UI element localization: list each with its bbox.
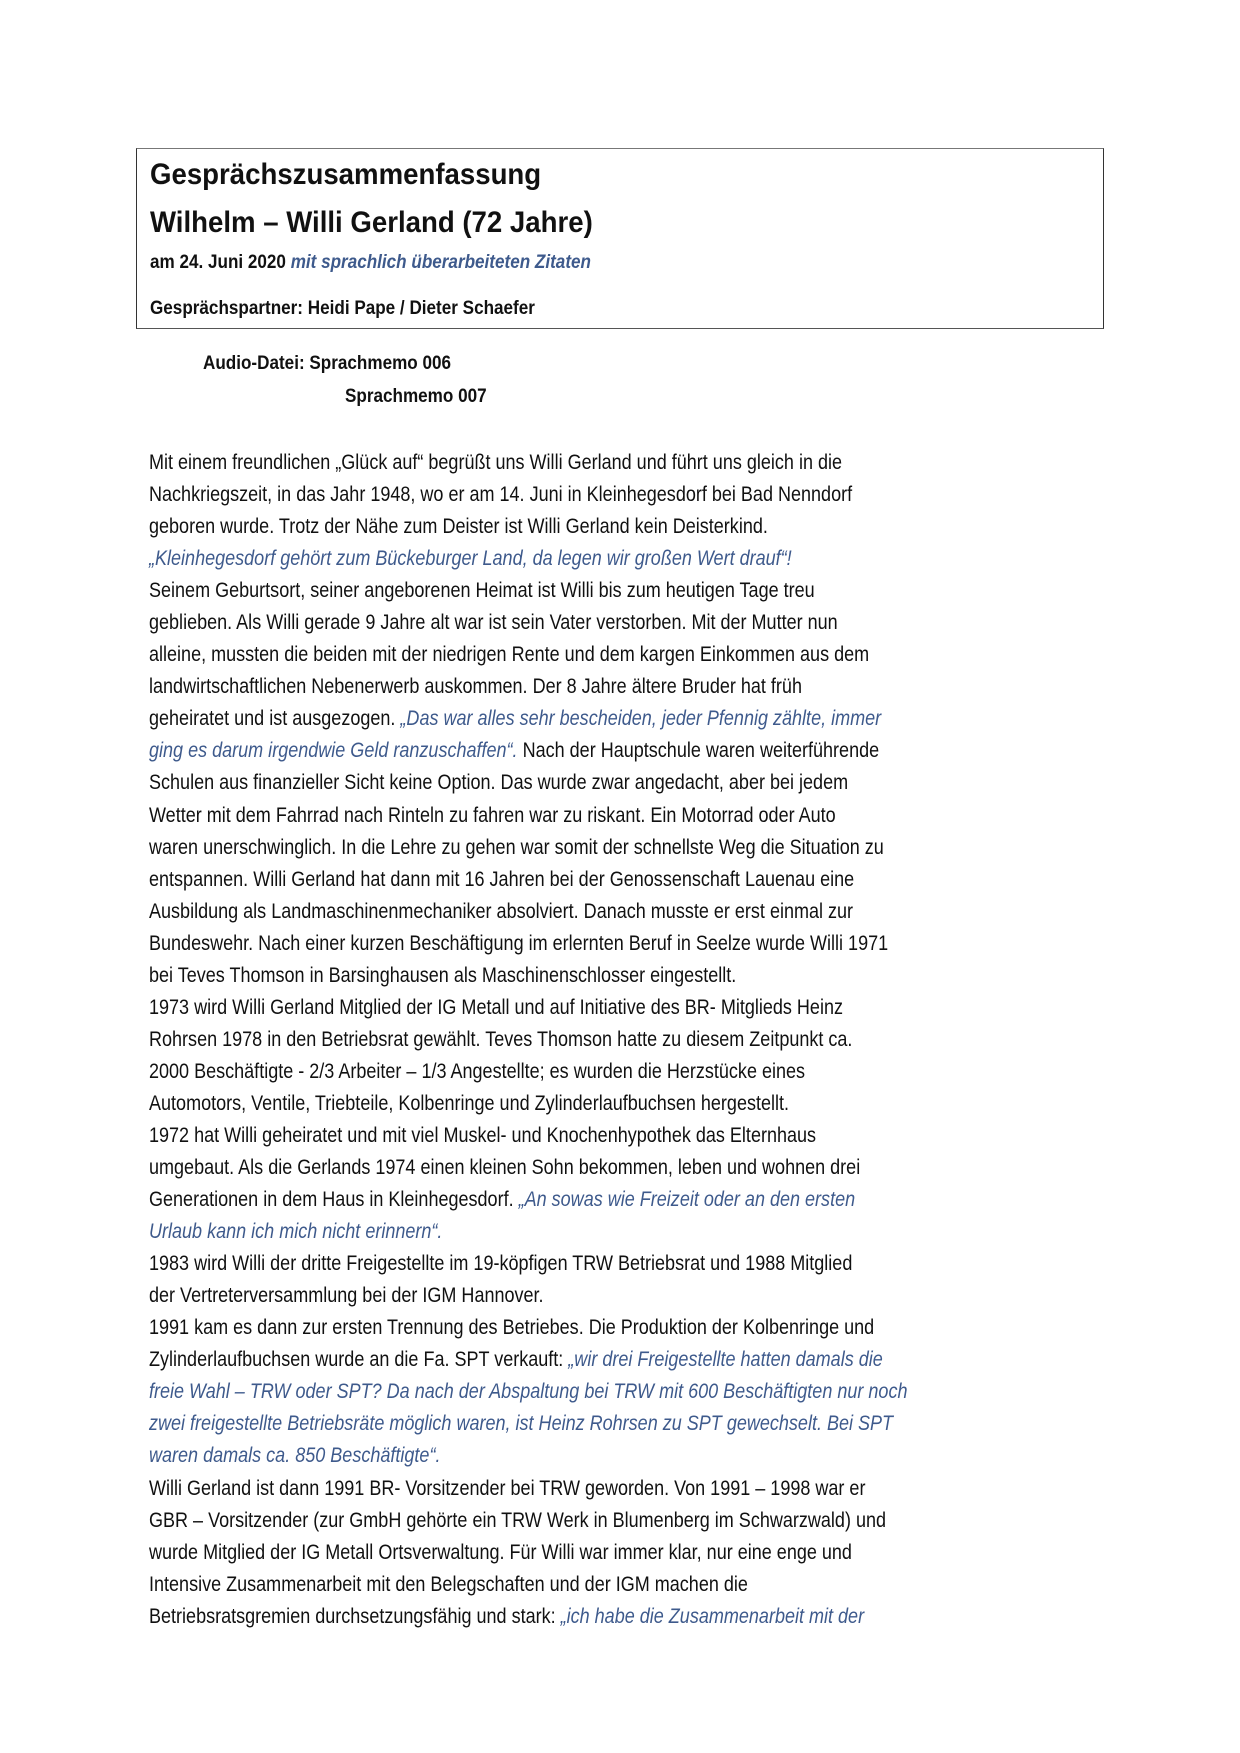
interviewee-title: Wilhelm – Willi Gerland (72 Jahre): [150, 206, 593, 239]
text-line: [149, 511, 1093, 543]
text-line: [149, 639, 1093, 671]
quote-text: „Kleinhegesdorf gehört zum Bückeburger Land, da legen wir großen Wert drauf“!: [149, 547, 792, 571]
date-note: mit sprachlich überarbeiteten Zitaten: [290, 252, 591, 273]
body-text-segment: Wetter mit dem Fahrrad nach Rinteln zu fahren war zu riskant. Ein Motorrad oder Auto: [149, 803, 836, 827]
body-text-segment: 1973 wird Willi Gerland Mitglied der IG Metall und auf Initiative des BR- Mitglieds Heinz: [149, 995, 843, 1019]
quote-text: zwei freigestellte Betriebsräte möglich waren, ist Heinz Rohrsen zu SPT gewechselt. Bei SPT: [149, 1412, 894, 1436]
text-line: [149, 1537, 1093, 1569]
text-line: [149, 992, 1093, 1024]
text-line: [149, 1344, 1093, 1376]
text-line: [149, 1088, 1093, 1120]
text-line: [149, 1216, 1093, 1248]
body-text-segment: Nach der Hauptschule waren weiterführende: [517, 739, 880, 763]
audio-file-second: Sprachmemo 007: [345, 386, 487, 407]
quote-text: „wir drei Freigestellte hatten damals die: [568, 1348, 883, 1372]
text-line: [149, 1280, 1093, 1312]
body-text-segment: Generationen in dem Haus in Kleinhegesdorf.: [149, 1188, 519, 1212]
text-line: [149, 735, 1093, 767]
body-text-segment: Zylinderlaufbuchsen wurde an die Fa. SPT verkauft:: [149, 1348, 569, 1372]
text-line: [149, 575, 1093, 607]
body-text-segment: Ausbildung als Landmaschinenmechaniker absolviert. Danach musste er erst einmal zur: [149, 899, 854, 923]
text-line: [149, 543, 1093, 575]
text-line: [149, 1056, 1093, 1088]
text-line: [149, 1473, 1093, 1505]
text-line: [149, 1505, 1093, 1537]
audio-file-label: Audio-Datei: Sprachmemo 006: [203, 353, 452, 374]
text-line: [149, 1569, 1093, 1601]
interview-date: am 24. Juni 2020: [150, 252, 286, 273]
body-text-segment: Betriebsratsgremien durchsetzungsfähig und stark:: [149, 1604, 561, 1628]
body-text-segment: Schulen aus finanzieller Sicht keine Option. Das wurde zwar angedacht, aber bei jedem: [149, 771, 849, 795]
body-text-segment: der Vertreterversammlung bei der IGM Hannover.: [149, 1284, 544, 1308]
body-text-segment: waren unerschwinglich. In die Lehre zu gehen war somit der schnellste Weg die Situation zu: [149, 835, 884, 859]
body-text-segment: 2000 Beschäftigte - 2/3 Arbeiter – 1/3 Angestellte; es wurden die Herzstücke eines: [149, 1059, 806, 1083]
body-text-segment: Rohrsen 1978 in den Betriebsrat gewählt. Teves Thomson hatte zu diesem Zeitpunkt ca.: [149, 1027, 853, 1051]
text-line: [149, 832, 1093, 864]
text-line: [149, 896, 1093, 928]
quote-text: „Das war alles sehr bescheiden, jeder Pfennig zählte, immer: [400, 707, 882, 731]
interview-date-line: [150, 252, 591, 274]
body-text-segment: landwirtschaftlichen Nebenerwerb auskommen. Der 8 Jahre ältere Bruder hat früh: [149, 675, 802, 699]
body-text-segment: Willi Gerland ist dann 1991 BR- Vorsitzender bei TRW geworden. Von 1991 – 1998 war er: [149, 1476, 866, 1500]
body-text-segment: bei Teves Thomson in Barsinghausen als Maschinenschlosser eingestellt.: [149, 963, 737, 987]
body-text-segment: Seinem Geburtsort, seiner angeborenen Heimat ist Willi bis zum heutigen Tage treu: [149, 579, 815, 603]
body-text-segment: alleine, mussten die beiden mit der niedrigen Rente und dem kargen Einkommen aus dem: [149, 643, 870, 667]
body-text-segment: Bundeswehr. Nach einer kurzen Beschäftigung im erlernten Beruf in Seelze wurde Willi 1971: [149, 931, 889, 955]
summary-body: [149, 447, 1240, 1633]
body-text-segment: Nachkriegszeit, in das Jahr 1948, wo er am 14. Juni in Kleinhegesdorf bei Bad Nenndorf: [149, 483, 853, 507]
text-line: [149, 800, 1093, 832]
text-line: [149, 479, 1093, 511]
quote-text: waren damals ca. 850 Beschäftigte“.: [149, 1444, 441, 1468]
text-line: [149, 864, 1093, 896]
quote-text: Urlaub kann ich mich nicht erinnern“.: [149, 1220, 443, 1244]
text-line: [149, 1152, 1093, 1184]
text-line: [149, 960, 1093, 992]
body-text-segment: geheiratet und ist ausgezogen.: [149, 707, 401, 731]
body-text-segment: geblieben. Als Willi gerade 9 Jahre alt war ist sein Vater verstorben. Mit der Mutter nun: [149, 611, 838, 635]
text-line: [149, 703, 1093, 735]
body-text-segment: entspannen. Willi Gerland hat dann mit 16 Jahren bei der Genossenschaft Lauenau eine: [149, 867, 855, 891]
quote-text: freie Wahl – TRW oder SPT? Da nach der Abspaltung bei TRW mit 600 Beschäftigten nur noch: [149, 1380, 908, 1404]
body-text-segment: 1983 wird Willi der dritte Freigestellte im 19-köpfigen TRW Betriebsrat und 1988 Mitglied: [149, 1252, 853, 1276]
text-line: [149, 1184, 1093, 1216]
text-line: [149, 1248, 1093, 1280]
body-text-segment: 1991 kam es dann zur ersten Trennung des Betriebes. Die Produktion der Kolbenringe und: [149, 1316, 875, 1340]
text-line: [149, 1024, 1093, 1056]
body-text-segment: GBR – Vorsitzender (zur GmbH gehörte ein TRW Werk in Blumenberg im Schwarzwald) und: [149, 1508, 887, 1532]
text-line: [149, 928, 1093, 960]
text-line: [149, 1312, 1093, 1344]
text-line: [149, 1376, 1093, 1408]
text-line: [149, 1440, 1093, 1472]
text-line: [149, 607, 1093, 639]
body-text-segment: geboren wurde. Trotz der Nähe zum Deister ist Willi Gerland kein Deisterkind.: [149, 515, 768, 539]
text-line: [149, 1601, 1093, 1633]
text-line: [149, 767, 1093, 799]
document-title: Gesprächszusammenfassung: [150, 158, 542, 191]
text-line: [149, 671, 1093, 703]
body-text-segment: umgebaut. Als die Gerlands 1974 einen kleinen Sohn bekommen, leben und wohnen drei: [149, 1156, 861, 1180]
text-line: [149, 447, 1093, 479]
body-text-segment: wurde Mitglied der IG Metall Ortsverwaltung. Für Willi war immer klar, nur eine enge und: [149, 1540, 852, 1564]
interview-partners: Gesprächspartner: Heidi Pape / Dieter Schaefer: [150, 298, 535, 319]
quote-text: „ich habe die Zusammenarbeit mit der: [560, 1604, 865, 1628]
body-text-segment: Mit einem freundlichen „Glück auf“ begrüßt uns Willi Gerland und führt uns gleich in die: [149, 451, 843, 474]
body-text-segment: 1972 hat Willi geheiratet und mit viel Muskel- und Knochenhypothek das Elternhaus: [149, 1123, 817, 1147]
quote-text: ging es darum irgendwie Geld ranzuschaffen“.: [149, 739, 518, 763]
quote-text: „An sowas wie Freizeit oder an den ersten: [518, 1188, 856, 1212]
body-text-segment: Intensive Zusammenarbeit mit den Belegschaften und der IGM machen die: [149, 1572, 748, 1596]
body-text-segment: Automotors, Ventile, Triebteile, Kolbenringe und Zylinderlaufbuchsen hergestellt.: [149, 1091, 790, 1115]
text-line: [149, 1120, 1093, 1152]
text-line: [149, 1408, 1093, 1440]
